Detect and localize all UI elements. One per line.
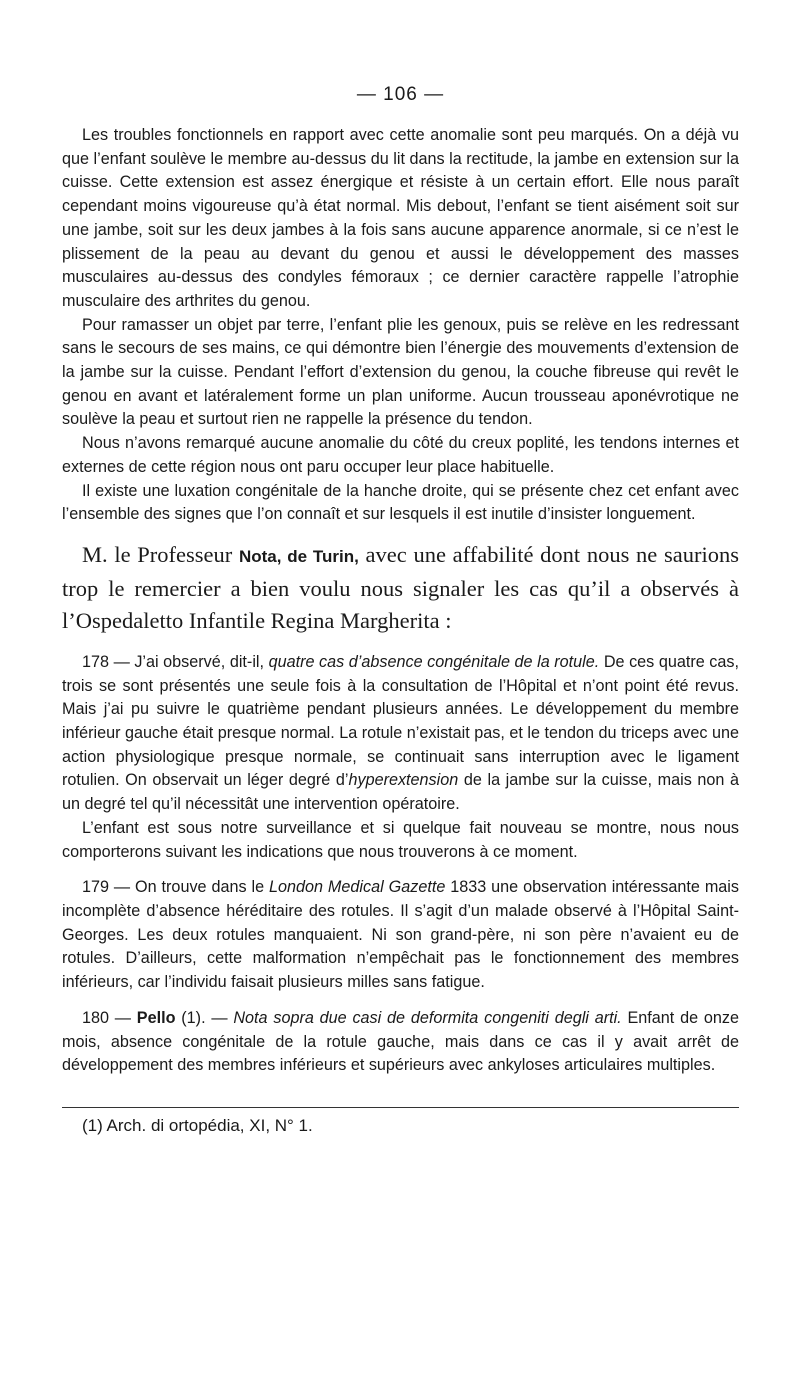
- case-178-title: quatre cas d’absence congénitale de la rotule.: [268, 652, 600, 671]
- footnote-divider: [62, 1107, 739, 1108]
- paragraph-popliteal: Nous n’avons remarqué aucune anomalie du côté du creux poplité, les tendons internes et externes de cette région nous ont paru occuper leur place habituelle.: [62, 434, 739, 476]
- case-179-lead: 179 — On trouve dans le: [82, 878, 269, 897]
- case-178-text-a: De ces quatre cas, trois se sont présentés une seule fois à la consultation de l’Hôpital et n’ont point été revus. Mais j’ai pu suivre le quatrième pendant plusieurs années. Le développement du membre inférieur gauche était presque normal. La rotule n’existait pas, et le tendon du triceps avec une action physiologique presque normale, se continuait sans interruption avec le ligament rotulien. On observait un léger degré d’: [62, 652, 739, 790]
- case-178-term: hyperextension: [348, 771, 459, 790]
- case-180-title: Nota sopra due casi de deformita congeniti degli arti.: [233, 1008, 622, 1027]
- footnote: (1) Arch. di ortopédia, XI, N° 1.: [82, 1116, 313, 1135]
- heading-prefix: M. le Professeur: [82, 541, 239, 567]
- case-178-text-b: de la jambe sur la cuisse, mais non à un degré tel qu’il nécessitât une intervention opératoire.: [62, 771, 739, 814]
- case-178-followup: L’enfant est sous notre surveillance et si quelque fait nouveau se montre, nous nous comporterons suivant les indications que nous trouverons à ce moment.: [62, 818, 739, 861]
- heading-name: Nota, de Turin,: [238, 546, 359, 566]
- case-180-text: Enfant de onze mois, absence congénitale de la rotule gauche, mais dans ce cas il y avait arrêt de développement des membres inférieurs et supérieurs avec ankyloses articulaires multiples.: [62, 1008, 739, 1075]
- case-179: [62, 876, 739, 995]
- book-page: [62, 0, 739, 1383]
- section-heading: [62, 539, 739, 637]
- case-179-text: 1833 une observation intéressante mais incomplète d’absence héréditaire des rotules. Il s’agit d’un malade observé à l’Hôpital Saint-Georges. Les deux rotules manquaient. Ni son grand-père, ni son père n’avaient eu de rotules. D’ailleurs, cette malformation n’empêchait pas le fonctionnement des membres inférieurs, car l’individu faisait plusieurs milles sans fatigue.: [62, 878, 739, 992]
- case-178: [62, 651, 739, 817]
- case-180-ref: (1). —: [175, 1008, 234, 1027]
- paragraph-picking-object: Pour ramasser un objet par terre, l’enfant plie les genoux, puis se relève en les redressant sans le secours de ses mains, ce qui démontre bien l’énergie des mouvements d’extension de la jambe sur la cuisse. Pendant l’effort d’extension du genou, la couche fibreuse qui revêt le genou en avant et latéralement forme un plan uniforme. Aucun trousseau aponévrotique ne soulève la peau et surtout rien ne rappelle la présence du tendon.: [62, 315, 739, 429]
- body-text: [62, 124, 739, 1078]
- case-178-lead: 178 — J’ai observé, dit-il,: [82, 652, 269, 671]
- paragraph-functional-troubles: Les troubles fonctionnels en rapport avec cette anomalie sont peu marqués. On a déjà vu que l’enfant soulève le membre au-dessus du lit dans la rectitude, la jambe en extension sur la cuisse. Cette extension est assez énergique et résiste à un certain effort. Elle nous paraît cependant moins vigoureuse qu’à état normal. Mis debout, l’enfant se tient aisément soit sur une jambe, soit sur les deux jambes à la fois sans aucune apparence anormale, si ce n’est le plissement de la peau au devant du genou et aussi le développement des masses musculaires au-dessus des condyles fémoraux ; ce dernier caractère rappelle l’atrophie musculaire des arthrites du genou.: [62, 126, 739, 310]
- case-179-journal: London Medical Gazette: [269, 878, 446, 897]
- paragraph-hip-luxation: Il existe une luxation congénitale de la hanche droite, qui se présente chez cet enfant avec l’ensemble des signes que l’on connaît et sur lesquels il est inutile d’insister longuement.: [62, 481, 739, 524]
- case-180: [62, 1007, 739, 1078]
- heading-suffix: avec une affabilité dont nous ne saurions trop le remercier a bien voulu nous signaler les cas qu’il a observés à l’Ospedaletto Infantile Regina Margherita :: [62, 541, 739, 633]
- page-number: — 106 —: [356, 84, 445, 105]
- case-180-author: Pello: [136, 1008, 176, 1027]
- case-180-lead: 180 —: [82, 1008, 137, 1027]
